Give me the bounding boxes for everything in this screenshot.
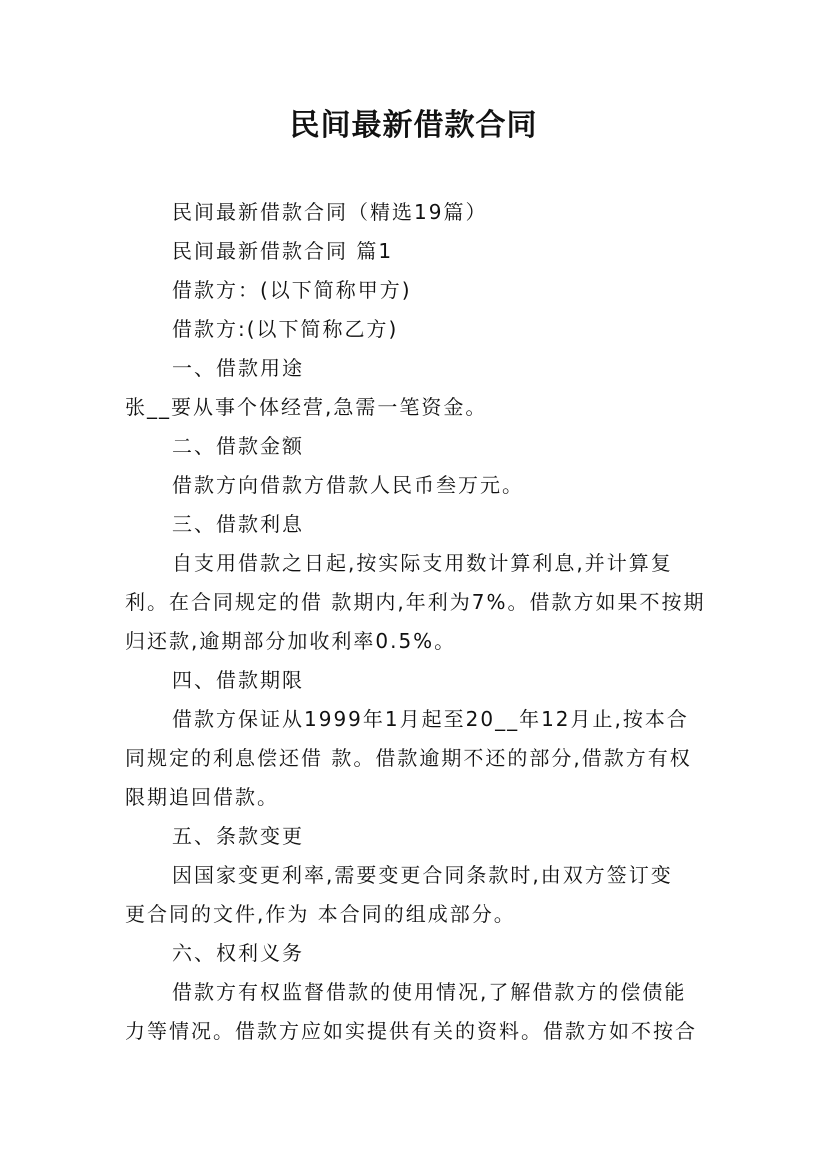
clause-text-interest-2: 利。在合同规定的借 款期内,年利为7%。借款方如果不按期 <box>125 590 706 614</box>
clause-text-changes-1: 因国家变更利率,需要变更合同条款时,由双方签订变 <box>172 863 673 887</box>
clause-text-changes-2: 更合同的文件,作为 本合同的组成部分。 <box>125 902 516 926</box>
party-a-line: 借款方：(以下简称甲方) <box>172 278 412 302</box>
clause-text-term-3: 限期追回借款。 <box>125 785 279 809</box>
clause-heading-interest: 三、借款利息 <box>172 512 304 536</box>
clause-text-rights-1: 借款方有权监督借款的使用情况,了解借款方的偿债能 <box>172 980 687 1004</box>
clause-heading-rights: 六、权利义务 <box>172 941 304 965</box>
clause-text-rights-2: 力等情况。借款方应如实提供有关的资料。借款方如不按合 <box>125 1019 697 1043</box>
clause-text-term-1: 借款方保证从1999年1月起至20__年12月止,按本合 <box>172 707 689 731</box>
clause-heading-purpose: 一、借款用途 <box>172 356 304 380</box>
clause-text-purpose: 张__要从事个体经营,急需一笔资金。 <box>125 395 488 419</box>
clause-text-interest-1: 自支用借款之日起,按实际支用数计算利息,并计算复 <box>172 551 673 575</box>
clause-text-amount: 借款方向借款方借款人民币叁万元。 <box>172 473 524 497</box>
clause-heading-changes: 五、条款变更 <box>172 824 304 848</box>
party-b-line: 借款方:(以下简称乙方) <box>172 317 399 341</box>
clause-heading-term: 四、借款期限 <box>172 668 304 692</box>
section-heading-article-1: 民间最新借款合同 篇1 <box>172 239 394 263</box>
document-title: 民间最新借款合同 <box>289 108 538 143</box>
subtitle-line: 民间最新借款合同（精选19篇） <box>172 200 488 224</box>
clause-text-term-2: 同规定的利息偿还借 款。借款逾期不还的部分,借款方有权 <box>125 746 692 770</box>
clause-heading-amount: 二、借款金额 <box>172 434 304 458</box>
clause-text-interest-3: 归还款,逾期部分加收利率0.5%。 <box>125 629 457 653</box>
